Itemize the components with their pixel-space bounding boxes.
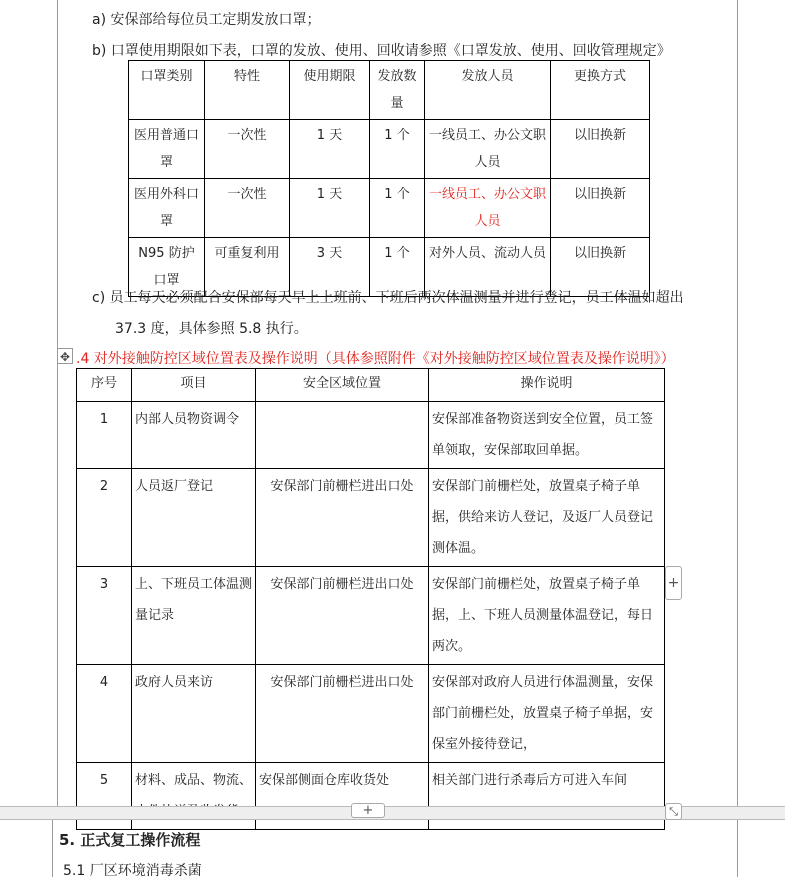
mask-cell: 1 天: [290, 120, 370, 179]
page-left-edge: [52, 820, 53, 877]
mask-cell: N95 防护口罩: [129, 238, 205, 297]
mask-header-cell: 口罩类别: [129, 61, 205, 120]
zone-header-cell: 操作说明: [429, 369, 665, 402]
zone-cell-item: 材料、成品、物流、: [132, 763, 256, 830]
table-resize-icon[interactable]: ⤡: [665, 803, 682, 820]
zone-header-cell: 序号: [77, 369, 132, 402]
page-right-edge: [737, 820, 738, 877]
mask-header-cell: 更换方式: [551, 61, 650, 120]
section-5-heading: 5. 正式复工操作流程: [59, 831, 201, 849]
zone-cell-location: 安保部门前栅栏进出口处: [256, 469, 429, 567]
zone-table-header-row: [77, 369, 665, 402]
mask-cell: 一次性: [205, 179, 290, 238]
zone-cell-location: 安保部侧面仓库收货处: [256, 763, 429, 830]
mask-cell: 1 天: [290, 179, 370, 238]
zone-cell-location: [256, 402, 429, 469]
mask-cell: 以旧换新: [551, 120, 650, 179]
zone-cell-index: 4: [77, 665, 132, 763]
mask-cell: 可重复利用: [205, 238, 290, 297]
zone-cell-index: 3: [77, 567, 132, 665]
zone-table-row: [77, 567, 665, 665]
zone-cell-instruction: 安保部门前栅栏处，放置桌子椅子单据，供给来访人登记，及返厂人员登记测体温。: [429, 469, 665, 567]
zone-table: [76, 368, 665, 830]
mask-cell: 一线员工、办公文职人员: [425, 120, 551, 179]
zone-table-row: [77, 402, 665, 469]
zone-header-cell: 安全区域位置: [256, 369, 429, 402]
add-column-button[interactable]: +: [665, 566, 682, 600]
zone-cell-item: 政府人员来访: [132, 665, 256, 763]
zone-cell-item: 内部人员物资调令: [132, 402, 256, 469]
mask-table-header-row: [129, 61, 650, 120]
mask-cell-highlighted: 一线员工、办公文职人员: [425, 179, 551, 238]
zone-cell-index: 5: [77, 763, 132, 830]
zone-cell-instruction: 安保部准备物资送到安全位置，员工签单领取，安保部取回单据。: [429, 402, 665, 469]
zone-cell-instruction: 安保部门前栅栏处，放置桌子椅子单据，上、下班人员测量体温登记，每日两次。: [429, 567, 665, 665]
zone-cell-instruction: 相关部门进行杀毒后方可进入车间: [429, 763, 665, 830]
mask-cell: 1 个: [370, 179, 425, 238]
mask-table-row: [129, 179, 650, 238]
mask-cell: 1 个: [370, 120, 425, 179]
zone-cell-instruction: 安保部对政府人员进行体温测量，安保部门前栅栏处，放置桌子椅子单据，安保室外接待登记，: [429, 665, 665, 763]
zone-cell-item: 人员返厂登记: [132, 469, 256, 567]
section-4-heading: .4 对外接触防控区域位置表及操作说明（具体参照附件《对外接触防控区域位置表及操作说明》）: [76, 351, 675, 367]
zone-header-cell: 项目: [132, 369, 256, 402]
zone-cell-index: 1: [77, 402, 132, 469]
mask-cell: 以旧换新: [551, 179, 650, 238]
zone-cell-item: 上、下班员工体温测量记录: [132, 567, 256, 665]
page-right-edge: [737, 0, 738, 806]
mask-cell: 医用普通口罩: [129, 120, 205, 179]
item-b: b) 口罩使用期限如下表，口罩的发放、使用、回收请参照《口罩发放、使用、回收管理规定》: [92, 43, 671, 59]
zone-cell-location: 安保部门前栅栏进出口处: [256, 665, 429, 763]
table-move-handle-icon[interactable]: ✥: [57, 348, 73, 364]
mask-cell: 医用外科口罩: [129, 179, 205, 238]
zone-table-row: [77, 469, 665, 567]
section-5-1-heading: 5.1 厂区环境消毒杀菌: [63, 863, 202, 879]
mask-cell: 1 个: [370, 238, 425, 297]
mask-cell: 以旧换新: [551, 238, 650, 297]
mask-header-cell: 特性: [205, 61, 290, 120]
mask-table-row: [129, 120, 650, 179]
item-c-line2: 37.3 度，具体参照 5.8 执行。: [115, 321, 308, 337]
add-row-button[interactable]: +: [351, 803, 385, 818]
item-c-line1: c) 员工每天必须配合安保部每天早上上班前、下班后两次体温测量并进行登记，员工体温如超出: [92, 290, 684, 306]
zone-table-row: [77, 665, 665, 763]
zone-cell-location: 安保部门前栅栏进出口处: [256, 567, 429, 665]
mask-table: [128, 60, 650, 297]
zone-cell-index: 2: [77, 469, 132, 567]
mask-header-cell: 发放人员: [425, 61, 551, 120]
mask-cell: 一次性: [205, 120, 290, 179]
item-a: a) 安保部给每位员工定期发放口罩；: [92, 12, 321, 28]
mask-header-cell: 发放数量: [370, 61, 425, 120]
mask-cell: 对外人员、流动人员: [425, 238, 551, 297]
mask-cell: 3 天: [290, 238, 370, 297]
mask-header-cell: 使用期限: [290, 61, 370, 120]
page-left-edge: [57, 0, 58, 806]
